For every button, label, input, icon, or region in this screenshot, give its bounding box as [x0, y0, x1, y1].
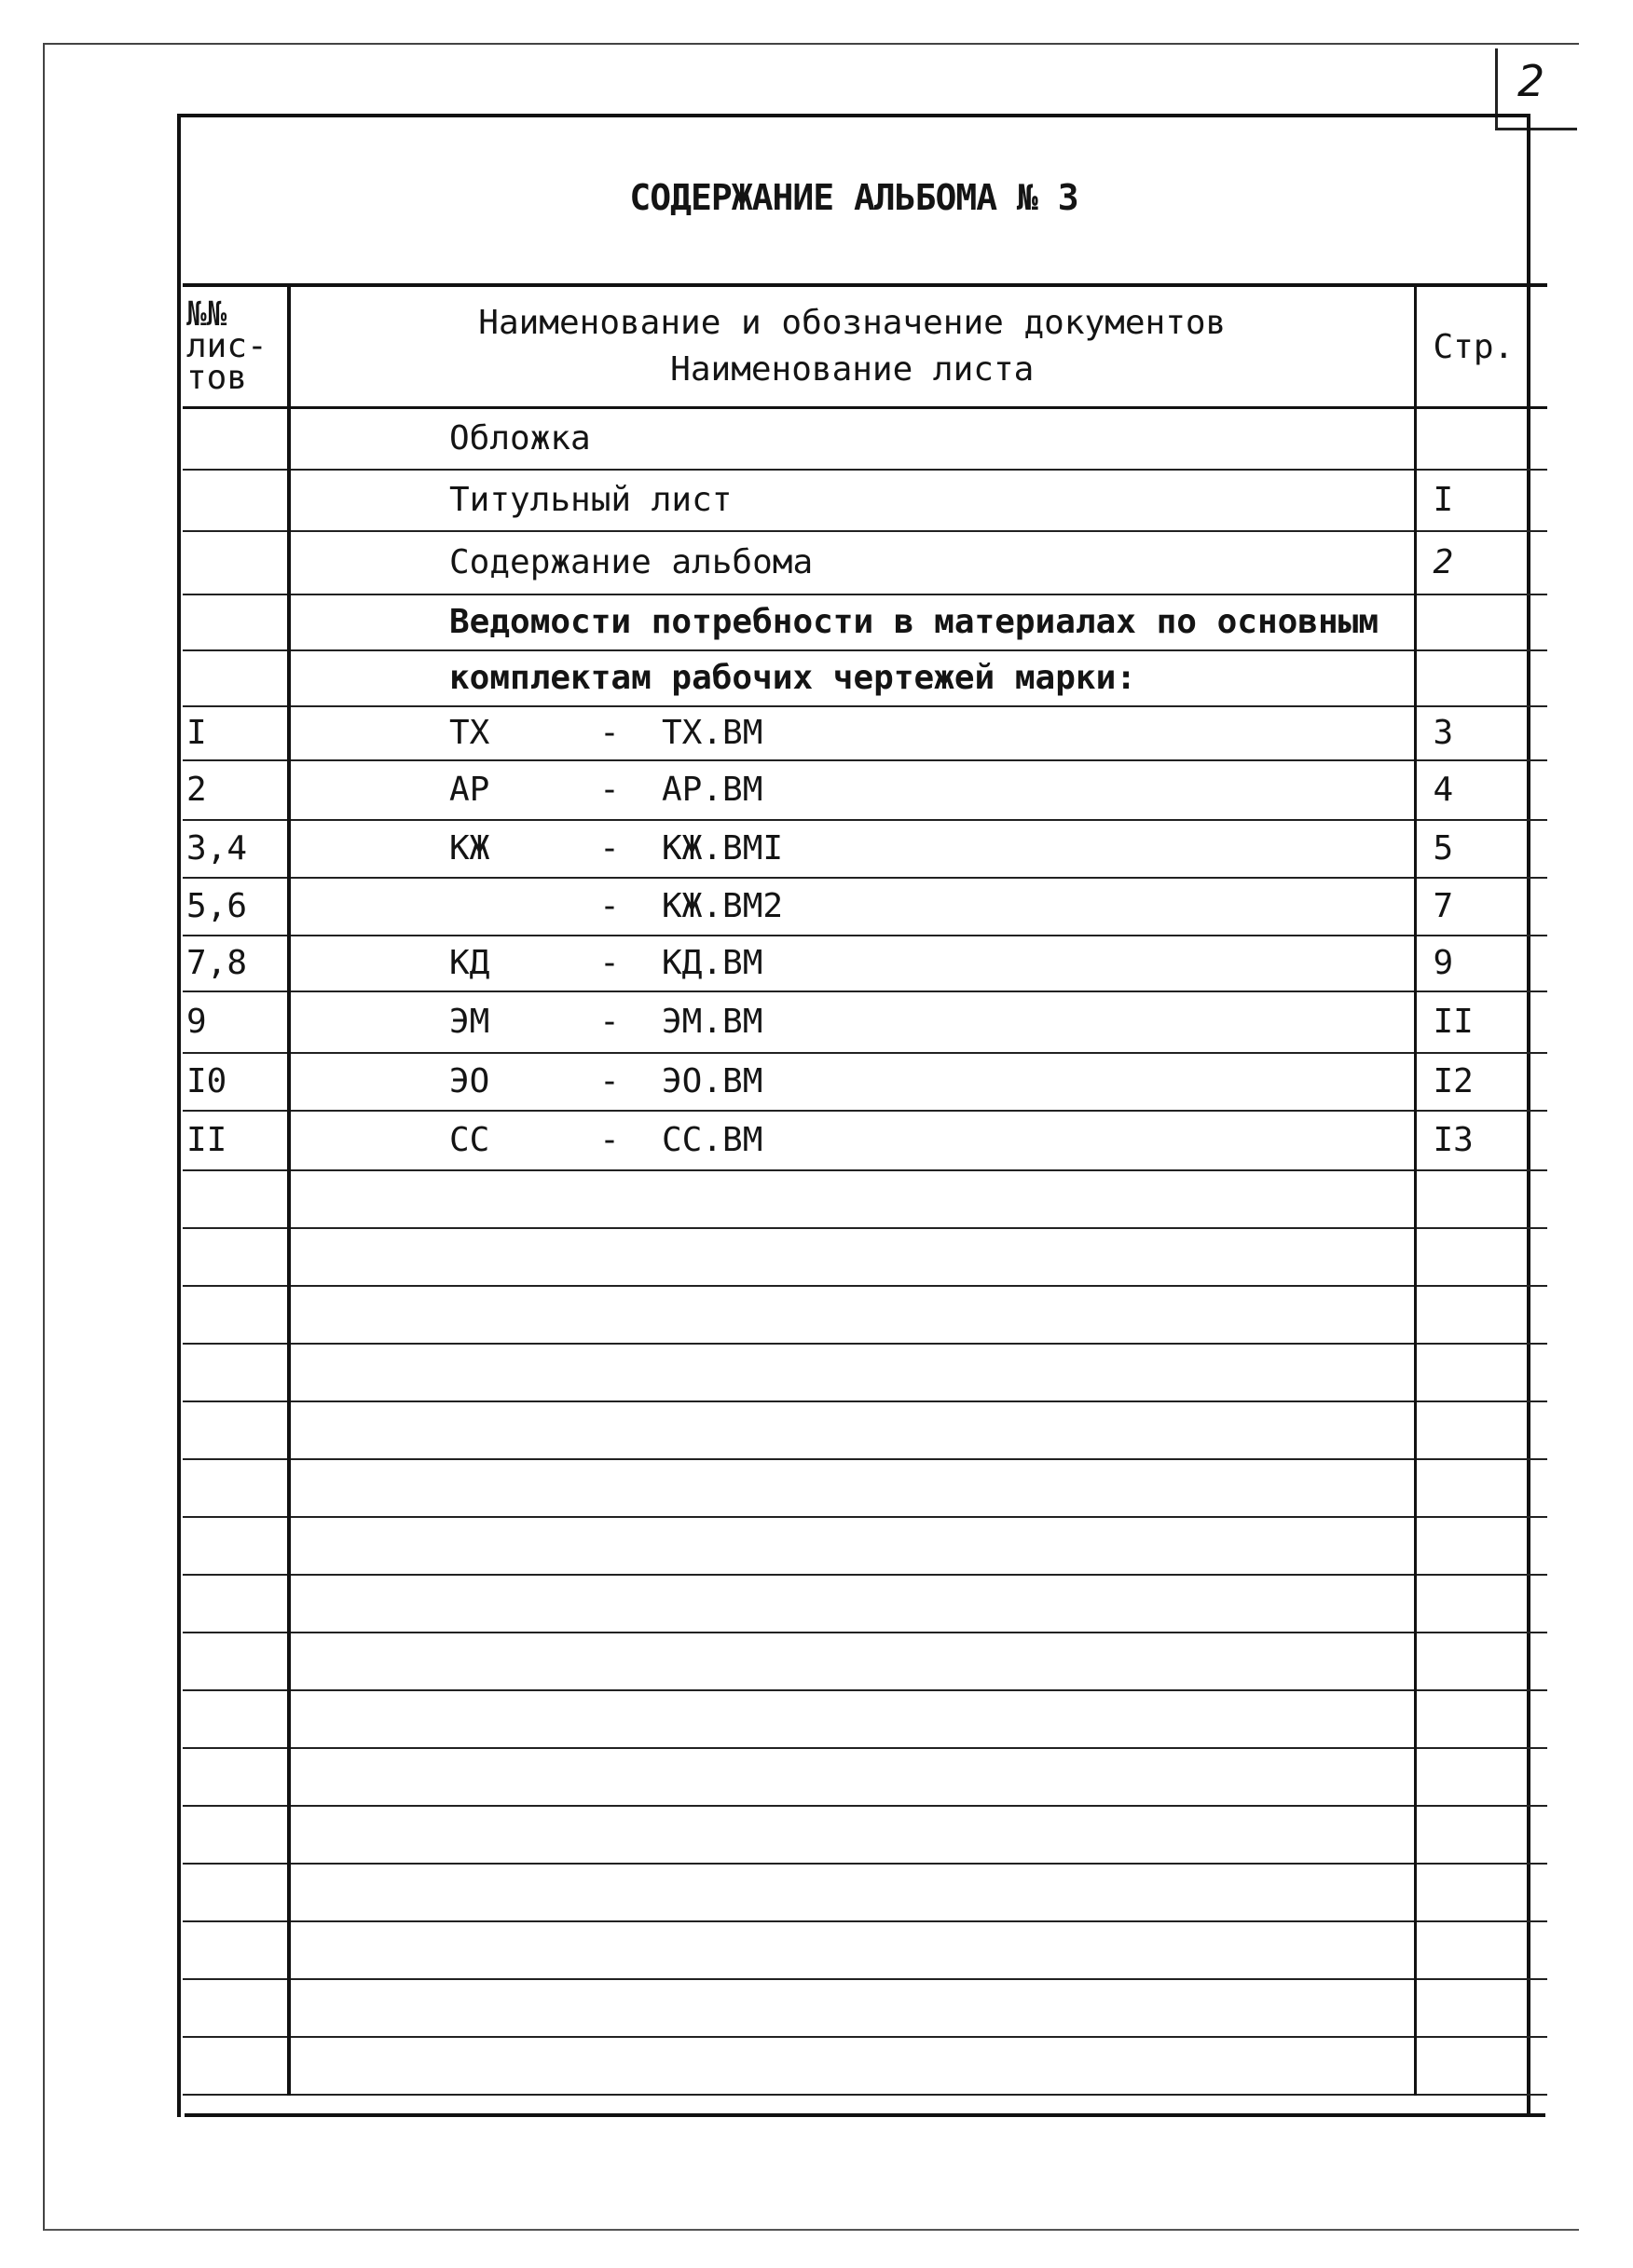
blank-row — [183, 1401, 1547, 1459]
page-cell: 2 — [1415, 531, 1547, 594]
mark-code: СС — [449, 1121, 490, 1159]
page-cell — [1415, 594, 1547, 650]
blank-cell — [183, 2037, 289, 2095]
blank-cell — [183, 1633, 289, 1690]
blank-cell — [183, 1459, 289, 1517]
blank-cell — [1415, 1864, 1547, 1921]
blank-row — [183, 1344, 1547, 1401]
blank-cell — [183, 1806, 289, 1864]
blank-cell — [1415, 1806, 1547, 1864]
sheet-cell — [183, 408, 289, 470]
blank-cell — [289, 2037, 1415, 2095]
blank-cell — [183, 1864, 289, 1921]
blank-cell — [1415, 1459, 1547, 1517]
blank-row — [183, 1170, 1547, 1228]
document-code: КЖ.ВМ2 — [662, 887, 784, 925]
blank-row — [183, 1286, 1547, 1344]
table-row — [183, 878, 1547, 936]
page-cell — [1415, 650, 1547, 706]
blank-cell — [183, 1170, 289, 1228]
dash: - — [599, 887, 620, 925]
mark-code: ЭМ — [449, 1003, 490, 1041]
blank-cell — [1415, 1344, 1547, 1401]
blank-row — [183, 1459, 1547, 1517]
row-name: Обложка — [449, 419, 591, 458]
page-header: Стр. — [1415, 285, 1547, 408]
document-name-header-line1: Наименование и обозначение документов — [478, 304, 1227, 342]
document-code: ТХ.ВМ — [662, 714, 763, 752]
page-cell: 7 — [1415, 878, 1547, 936]
page-cell: I3 — [1415, 1111, 1547, 1170]
dash: - — [599, 1121, 620, 1159]
mark-code: КЖ — [449, 829, 490, 868]
blank-rows — [183, 1170, 1547, 2095]
blank-cell — [183, 1228, 289, 1286]
sheet-number-header — [183, 285, 289, 408]
blank-cell — [1415, 2037, 1547, 2095]
sheet-cell: I0 — [183, 1053, 289, 1111]
blank-row — [183, 1748, 1547, 1806]
page-cell: 5 — [1415, 820, 1547, 878]
blank-cell — [1415, 1517, 1547, 1575]
dash: - — [599, 771, 620, 809]
table-row — [183, 706, 1547, 760]
blank-cell — [1415, 1690, 1547, 1748]
blank-cell — [289, 1517, 1415, 1575]
blank-cell — [1415, 1575, 1547, 1633]
document-code: КЖ.ВМI — [662, 829, 784, 868]
row-name: Титульный лист — [449, 481, 733, 519]
page-cell: 3 — [1415, 706, 1547, 760]
blank-cell — [183, 1979, 289, 2037]
sheet-cell: 9 — [183, 991, 289, 1053]
mark-code: ЭО — [449, 1062, 490, 1100]
mark-code: ТХ — [449, 714, 490, 752]
page-cell: 9 — [1415, 936, 1547, 991]
blank-row — [183, 1979, 1547, 2037]
dash: - — [599, 1003, 620, 1041]
blank-row — [183, 1690, 1547, 1748]
blank-cell — [289, 1401, 1415, 1459]
blank-cell — [183, 1748, 289, 1806]
table-row — [183, 594, 1547, 650]
dash: - — [599, 829, 620, 868]
page-cell: I2 — [1415, 1053, 1547, 1111]
blank-cell — [289, 1633, 1415, 1690]
blank-cell — [289, 1921, 1415, 1979]
table-row — [183, 408, 1547, 470]
sheet-cell — [183, 594, 289, 650]
blank-cell — [1415, 1286, 1547, 1344]
sheet-cell: I — [183, 706, 289, 760]
table-row — [183, 650, 1547, 706]
row-name: Ведомости потребности в материалах по основным — [449, 603, 1379, 641]
table-row — [183, 1111, 1547, 1170]
blank-cell — [1415, 1228, 1547, 1286]
page-cell: 4 — [1415, 760, 1547, 820]
blank-cell — [289, 1170, 1415, 1228]
sheet-cell — [183, 531, 289, 594]
document-name-header-line2: Наименование листа — [670, 350, 1035, 389]
table-row — [183, 1053, 1547, 1111]
blank-cell — [289, 1228, 1415, 1286]
blank-cell — [1415, 1401, 1547, 1459]
sheet-number-header-line: тов — [186, 359, 248, 397]
blank-cell — [289, 1459, 1415, 1517]
table-row — [183, 820, 1547, 878]
blank-row — [183, 1864, 1547, 1921]
blank-cell — [1415, 1170, 1547, 1228]
sheet-cell: 5,6 — [183, 878, 289, 936]
table-row — [183, 760, 1547, 820]
document-title: СОДЕРЖАНИЕ АЛЬБОМА № 3 — [629, 177, 1078, 218]
blank-cell — [289, 1806, 1415, 1864]
sheet-number-header-line: №№ — [186, 295, 227, 334]
blank-cell — [289, 1748, 1415, 1806]
blank-cell — [183, 1690, 289, 1748]
blank-cell — [1415, 1748, 1547, 1806]
document-code: ЭО.ВМ — [662, 1062, 763, 1100]
blank-row — [183, 1517, 1547, 1575]
sheet-cell — [183, 650, 289, 706]
page-cell — [1415, 408, 1547, 470]
document-code: ЭМ.ВМ — [662, 1003, 763, 1041]
sheet-cell: 3,4 — [183, 820, 289, 878]
blank-row — [183, 1633, 1547, 1690]
blank-row — [183, 1228, 1547, 1286]
blank-cell — [183, 1286, 289, 1344]
sheet-number-header-line: лис- — [186, 327, 268, 365]
document-code: СС.ВМ — [662, 1121, 763, 1159]
table-header-row — [183, 285, 1547, 408]
blank-cell — [289, 1575, 1415, 1633]
contents-table — [183, 283, 1547, 2096]
blank-cell — [289, 1286, 1415, 1344]
blank-cell — [289, 1344, 1415, 1401]
blank-row — [183, 1575, 1547, 1633]
blank-cell — [183, 1921, 289, 1979]
table-row — [183, 470, 1547, 531]
mark-code: АР — [449, 771, 490, 809]
row-name: комплектам рабочих чертежей марки: — [449, 659, 1136, 697]
blank-cell — [289, 1690, 1415, 1748]
page-cell: II — [1415, 991, 1547, 1053]
blank-cell — [183, 1344, 289, 1401]
blank-row — [183, 1806, 1547, 1864]
mark-code: КД — [449, 944, 490, 982]
blank-cell — [1415, 1633, 1547, 1690]
dash: - — [599, 1062, 620, 1100]
page-cell: I — [1415, 470, 1547, 531]
blank-cell — [1415, 1979, 1547, 2037]
table-row — [183, 531, 1547, 594]
blank-cell — [183, 1575, 289, 1633]
row-name: Содержание альбома — [449, 543, 814, 581]
document-code: АР.ВМ — [662, 771, 763, 809]
table-row — [183, 991, 1547, 1053]
dash: - — [599, 944, 620, 982]
sheet-cell: 7,8 — [183, 936, 289, 991]
blank-row — [183, 1921, 1547, 1979]
blank-cell — [289, 1864, 1415, 1921]
document-name-header — [289, 285, 1415, 408]
blank-cell — [183, 1401, 289, 1459]
blank-row — [183, 2037, 1547, 2095]
page-number: 2 — [1517, 56, 1545, 106]
sheet-cell — [183, 470, 289, 531]
blank-cell — [183, 1517, 289, 1575]
dash: - — [599, 714, 620, 752]
blank-cell — [289, 1979, 1415, 2037]
blank-cell — [1415, 1921, 1547, 1979]
sheet-cell: II — [183, 1111, 289, 1170]
sheet-cell: 2 — [183, 760, 289, 820]
sheet-bottom-line — [185, 2113, 1545, 2117]
table-row — [183, 936, 1547, 991]
document-code: КД.ВМ — [662, 944, 763, 982]
